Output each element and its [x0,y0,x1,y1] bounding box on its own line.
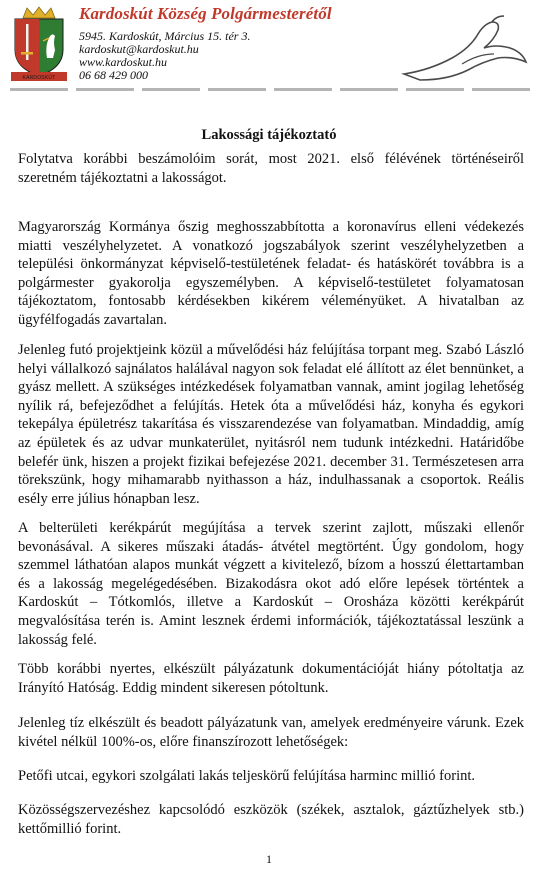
coat-of-arms-icon [9,6,69,82]
paragraph: Több korábbi nyertes, elkészült pályázatunk dokumentációját hiány pótoltatja az Irányító Hatóság. Eddig mindent sikeresen pótoltunk. [18,661,524,696]
paragraph: Jelenleg tíz elkészült és beadott pályázatunk van, amelyek eredményeire várunk. Ezek kivétel nélkül 100%-os, előre finanszírozott lehetőségek: [18,715,524,750]
letterhead-email: kardoskut@kardoskut.hu [79,42,199,56]
document-title: Lakossági tájékoztató [201,127,337,143]
letterhead [0,0,538,100]
paragraph: Jelenleg futó projektjeink közül a művelődési ház felújítása torpant meg. Szabó László helyi vállalkozó sajnálatos halálával nagyon sok feladat elé állított az élet bennünket, a gyász mellett. A szükséges intézkedések folyamatban vannak, amint jogilag lehetőség nyílik rá, befejeződhet a felújítás. Hetek óta a művelődési ház, konyha és egykori tekepálya épületrész takarítása és visszarendezése van folyamatban. Mindaddig, amíg az épületek és az udvar munkaterület, nyitásról nem tudunk intézkedni. Határidőbe belefér ünk, hiszen a projekt fizikai befejezése 2021. december 31. Természetesen arra törekszünk, hogy mihamarabb nyithasson a ház, indulhassanak a csoportok. Reális esély erre július hónapban lesz. [18,342,524,507]
stork-watermark-icon [400,14,530,82]
paragraph: Folytatva korábbi beszámolóim sorát, most 2021. első félévének történéseiről szeretném tájékoztatni a lakosságot. [18,151,524,186]
page-number: 1 [266,852,272,866]
paragraph: Magyarország Kormánya őszig meghosszabbította a koronavírus elleni védekezés miatti veszélyhelyzetet. A vonatkozó jogszabályok szerint veszélyhelyzetben a települési önkormányzat képviselő-testületének feladat- és hatáskörét továbbra is a polgármester gyakorolja egyszemélyben. A képviselő-testületet folyamatosan tájékoztatom, fontosabb kérdésekben kikérem véleményüket. A hivatalban az ügyfélfogadás zavartalan. [18,219,524,328]
letterhead-title: Kardoskút Község Polgármesterétől [79,4,332,23]
letterhead-divider [10,88,530,91]
letterhead-phone: 06 68 429 000 [79,68,148,82]
paragraph: Petőfi utcai, egykori szolgálati lakás teljeskörű felújítása harminc millió forint. [18,768,476,784]
letterhead-website: www.kardoskut.hu [79,55,168,69]
paragraph: Közösségszervezéshez kapcsolódó eszközök (székek, asztalok, gáztűzhelyek stb.) kettőmillió forint. [18,802,524,837]
paragraph: A belterületi kerékpárút megújítása a tervek szerint zajlott, műszaki ellenőr bevonásával. A sikeres műszaki átadás- átvétel megtörtént. Úgy gondolom, hogy szemmel láthatóan alapos munkát végzett a kivitelező, bízom a hosszú élettartamban és a lakosság megelégedésében. Bizakodásra okot adó előre lepések történtek a Kardoskút – Tótkomlós, illetve a Kardoskút – Orosháza közötti kerékpárút megvalósítása terén is. Amint lesznek érdemi információk, tájékoztatással leszünk a lakosság felé. [18,520,524,648]
letterhead-address: 5945. Kardoskút, Március 15. tér 3. [79,29,251,43]
crest-ribbon-label: KARDOSKÚT [22,75,56,81]
